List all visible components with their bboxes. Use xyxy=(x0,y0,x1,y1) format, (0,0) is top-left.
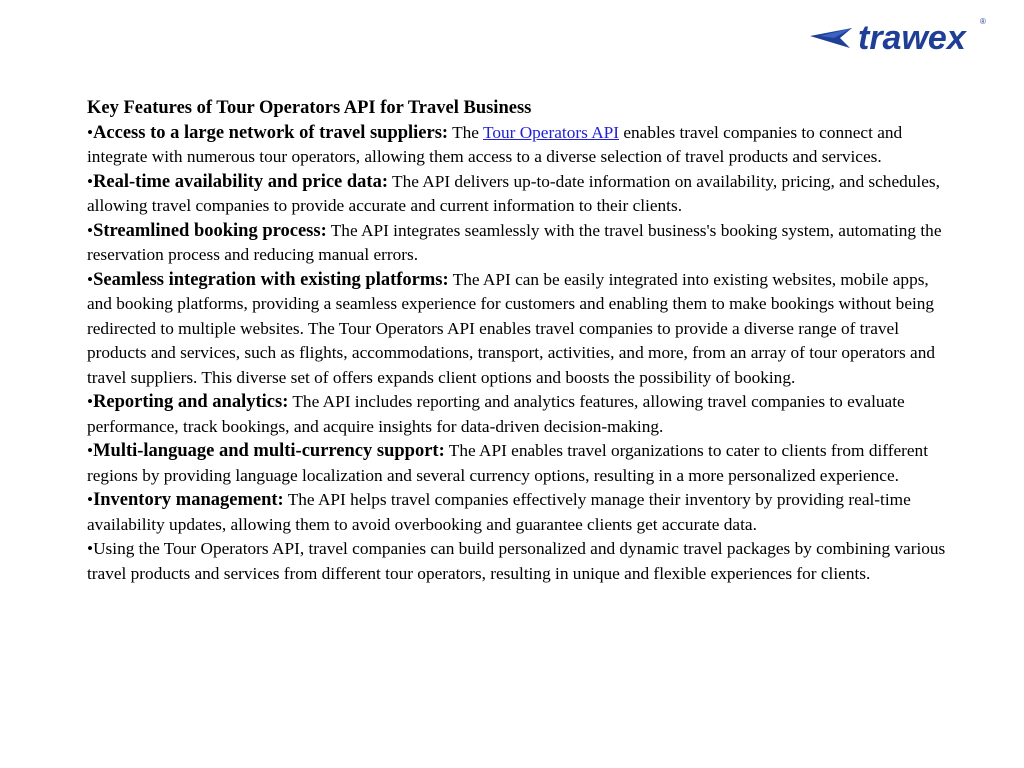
closing-text: Using the Tour Operators API, travel companies can build personalized and dynamic travel packages by combining various travel products and services from different tour operators, resulting in unique and flexible experiences for clients. xyxy=(87,539,946,583)
bullet-title: Multi-language and multi-currency support: xyxy=(93,441,445,461)
bullet-text: The API helps travel companies effectively manage their inventory by providing real-time availability updates, allowing them to avoid overbooking and guarantee clients get accurate data. xyxy=(87,490,911,534)
tour-operators-api-link[interactable]: Tour Operators API xyxy=(482,122,620,142)
bullet-text: enables travel companies to connect and integrate with numerous tour operators, allowing them access to a diverse selection of travel products and services. xyxy=(87,122,903,166)
bullet-marker: • xyxy=(87,539,94,558)
trawex-logo-graphic xyxy=(810,16,986,56)
bullet-title: Reporting and analytics: xyxy=(93,392,289,412)
bullet-title: Seamless integration with existing platforms: xyxy=(93,269,449,290)
bullet-text: The xyxy=(448,122,483,142)
bullet-marker: • xyxy=(87,171,94,191)
bullet-text: The API enables travel organizations to cater to clients from different regions by providing language localization and several currency options, resulting in a more personalized experience. xyxy=(87,441,928,485)
list-item xyxy=(87,121,957,170)
bullet-title: Inventory management: xyxy=(93,490,284,510)
bullet-title: Real-time availability and price data: xyxy=(93,171,389,192)
content-body xyxy=(87,96,957,586)
bullet-title: Access to a large network of travel suppliers: xyxy=(93,122,449,143)
bullet-marker: • xyxy=(87,220,94,240)
bullet-text: The API includes reporting and analytics features, allowing travel companies to evaluate performance, track bookings, and acquire insights for data-driven decision-making. xyxy=(87,392,905,436)
list-item xyxy=(87,170,957,219)
list-item xyxy=(87,268,957,391)
page-title: Key Features of Tour Operators API for Travel Business xyxy=(87,98,532,118)
bullet-text: The API delivers up-to-date information on availability, pricing, and schedules, allowing travel companies to provide accurate and current information to their clients. xyxy=(87,171,940,215)
brand-name: trawex xyxy=(858,19,966,56)
bullet-marker: • xyxy=(87,441,94,460)
bullet-title: Streamlined booking process: xyxy=(93,220,327,241)
bullet-text: The API integrates seamlessly with the travel business's booking system, automating the reservation process and reducing manual errors. xyxy=(87,220,942,264)
list-item xyxy=(87,390,957,439)
list-item xyxy=(87,488,957,537)
list-item xyxy=(87,219,957,268)
bullet-marker: • xyxy=(87,122,94,142)
bullet-marker: • xyxy=(87,490,94,509)
bullet-text: The API can be easily integrated into existing websites, mobile apps, and booking platforms, providing a seamless experience for customers and enabling them to make bookings without being redirected to multiple websites. The Tour Operators API enables travel companies to provide a diverse range of travel products and services, such as flights, accommodations, transport, activities, and more, from an array of tour operators and travel suppliers. This diverse set of offers expands client options and boosts the possibility of booking. xyxy=(87,269,935,387)
registered-mark: ® xyxy=(980,17,986,26)
closing-paragraph xyxy=(87,537,957,586)
bullet-marker: • xyxy=(87,392,94,411)
trawex-logo xyxy=(810,16,986,56)
bullet-marker: • xyxy=(87,269,94,289)
list-item xyxy=(87,439,957,488)
